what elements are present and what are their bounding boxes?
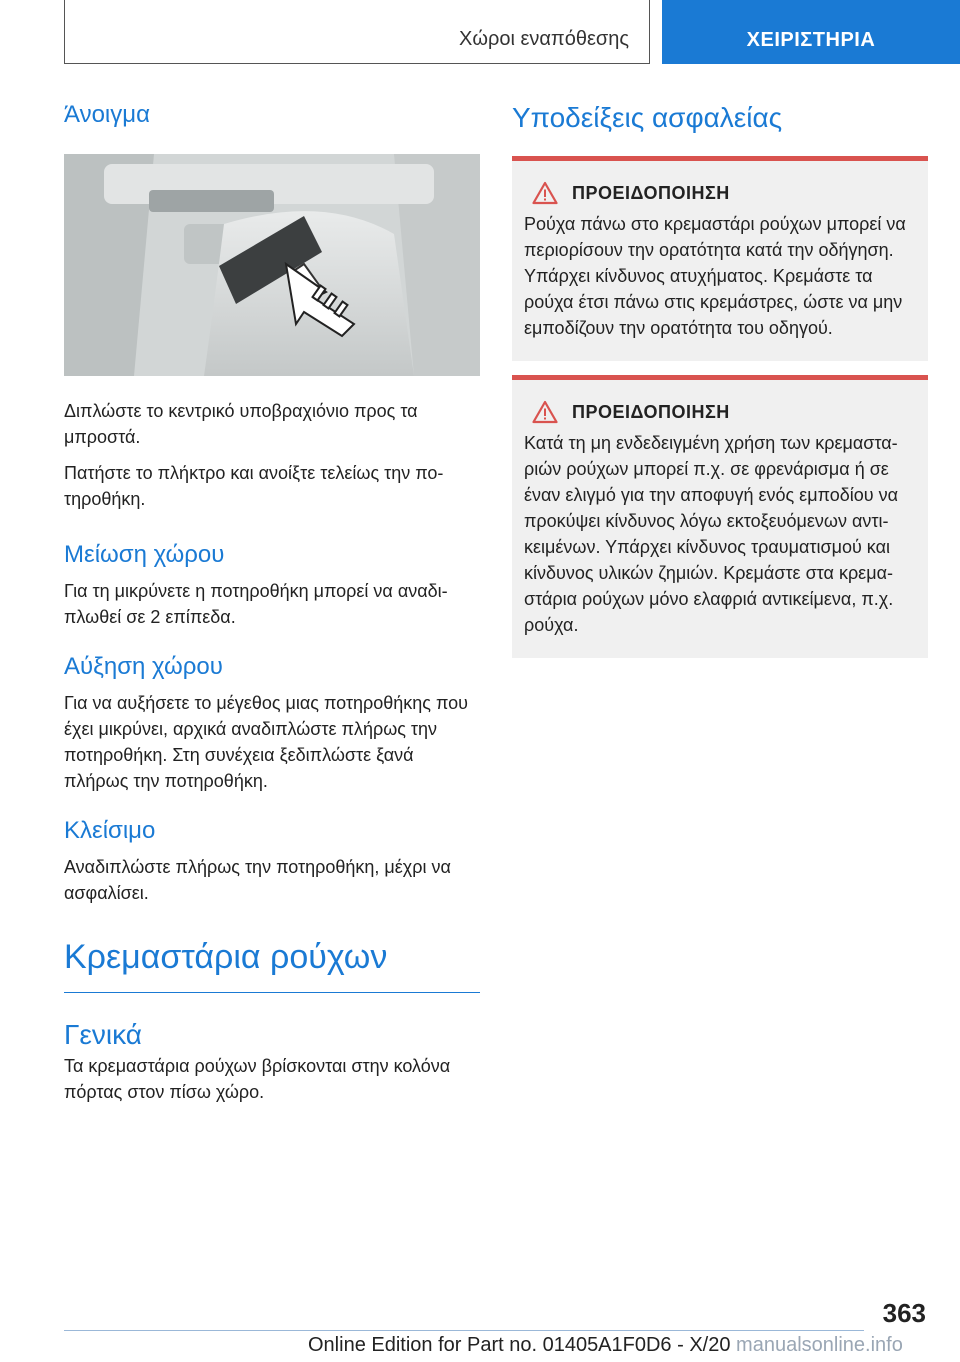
warning-text: Ρούχα πάνω στο κρεμαστάρι ρούχων μπορεί να περιορίσουν την ορατότητα κατά την οδήγηση. Υπάρχει κίνδυνος ατυχήματος. Κρεμάστε τα ρούχα έτσι πάνω στις κρεμάστρες, ώστε να μην εμποδίζουν την ορατότητα του οδηγού. [524, 214, 906, 338]
header-section-title: Χώροι εναπόθεσης [459, 28, 629, 50]
footer-divider [64, 1330, 864, 1331]
left-column [64, 100, 480, 1115]
footer-edition-text: Online Edition for Part no. 01405A1F0D6 - X/20 [308, 1334, 731, 1356]
armrest-figure [64, 154, 480, 376]
clothes-hangers-heading: Κρεμαστάρια ρούχων [64, 936, 480, 993]
reduce-space-text: Για τη μικρύνετε η ποτηροθήκη μπορεί να αναδιπλωθεί σε 2 επίπεδα. [64, 581, 448, 627]
page-number: 363 [882, 1298, 926, 1328]
general-heading: Γενικά [64, 1019, 142, 1050]
opening-heading: Άνοιγμα [64, 101, 150, 128]
general-text: Τα κρεμαστάρια ρούχων βρίσκονται στην κολόνα πόρτας στον πίσω χώρο. [64, 1056, 451, 1102]
closing-text: Αναδιπλώστε πλήρως την ποτηροθήκη, μέχρι να ασφαλίσει. [64, 857, 451, 903]
header-section-box [64, 0, 650, 64]
warning-box-2 [512, 375, 928, 658]
increase-space-heading: Αύξηση χώρου [64, 653, 223, 680]
warning-box-1 [512, 156, 928, 361]
warning-triangle-icon [532, 181, 558, 205]
header-chapter-tab[interactable]: ΧΕΙΡΙΣΤΗΡΙΑ [662, 0, 960, 64]
warning-triangle-icon [532, 400, 558, 424]
warning-title: ΠΡΟΕΙΔΟΠΟΙΗΣΗ [572, 401, 730, 422]
opening-step-2: Πατήστε το πλήκτρο και ανοίξτε τελείως την ποτηροθήκη. [64, 463, 444, 509]
footer-edition [308, 1334, 903, 1357]
safety-notes-heading: Υποδείξεις ασφαλείας [512, 102, 783, 133]
right-column [512, 100, 928, 658]
reduce-space-heading: Μείωση χώρου [64, 541, 225, 568]
armrest-arrow-icon [64, 154, 480, 376]
warning-header [520, 400, 920, 424]
footer-brand[interactable]: manualsonline.info [736, 1334, 903, 1356]
warning-title: ΠΡΟΕΙΔΟΠΟΙΗΣΗ [572, 182, 730, 203]
warning-text: Κατά τη μη ενδεδειγμένη χρήση των κρεμασταριών ρούχων μπορεί π.χ. σε φρενάρισμα ή σε έναν ελιγμό για την αποφυγή ενός εμποδίου να προκύψει κίνδυνος λόγω εκτοξευόμενων αντικειμένων. Υπάρχει κίνδυνος τραυματισμού και κίνδυνος υλικών ζημιών. Κρεμάστε στα κρεμαστάρια ρούχων μόνο ελαφριά αντικείμενα, π.χ. ρούχα. [524, 433, 899, 635]
opening-step-1: Διπλώστε το κεντρικό υποβραχιόνιο προς τα μπροστά. [64, 401, 418, 447]
warning-header [520, 181, 920, 205]
increase-space-text: Για να αυξήσετε το μέγεθος μιας ποτηροθήκης που έχει μικρύνει, αρχικά αναδιπλώστε πλήρως την ποτηροθήκη. Στη συνέχεια ξεδιπλώστε ξανά πλήρως την ποτηροθήκη. [64, 693, 468, 791]
closing-heading: Κλείσιμο [64, 817, 156, 844]
